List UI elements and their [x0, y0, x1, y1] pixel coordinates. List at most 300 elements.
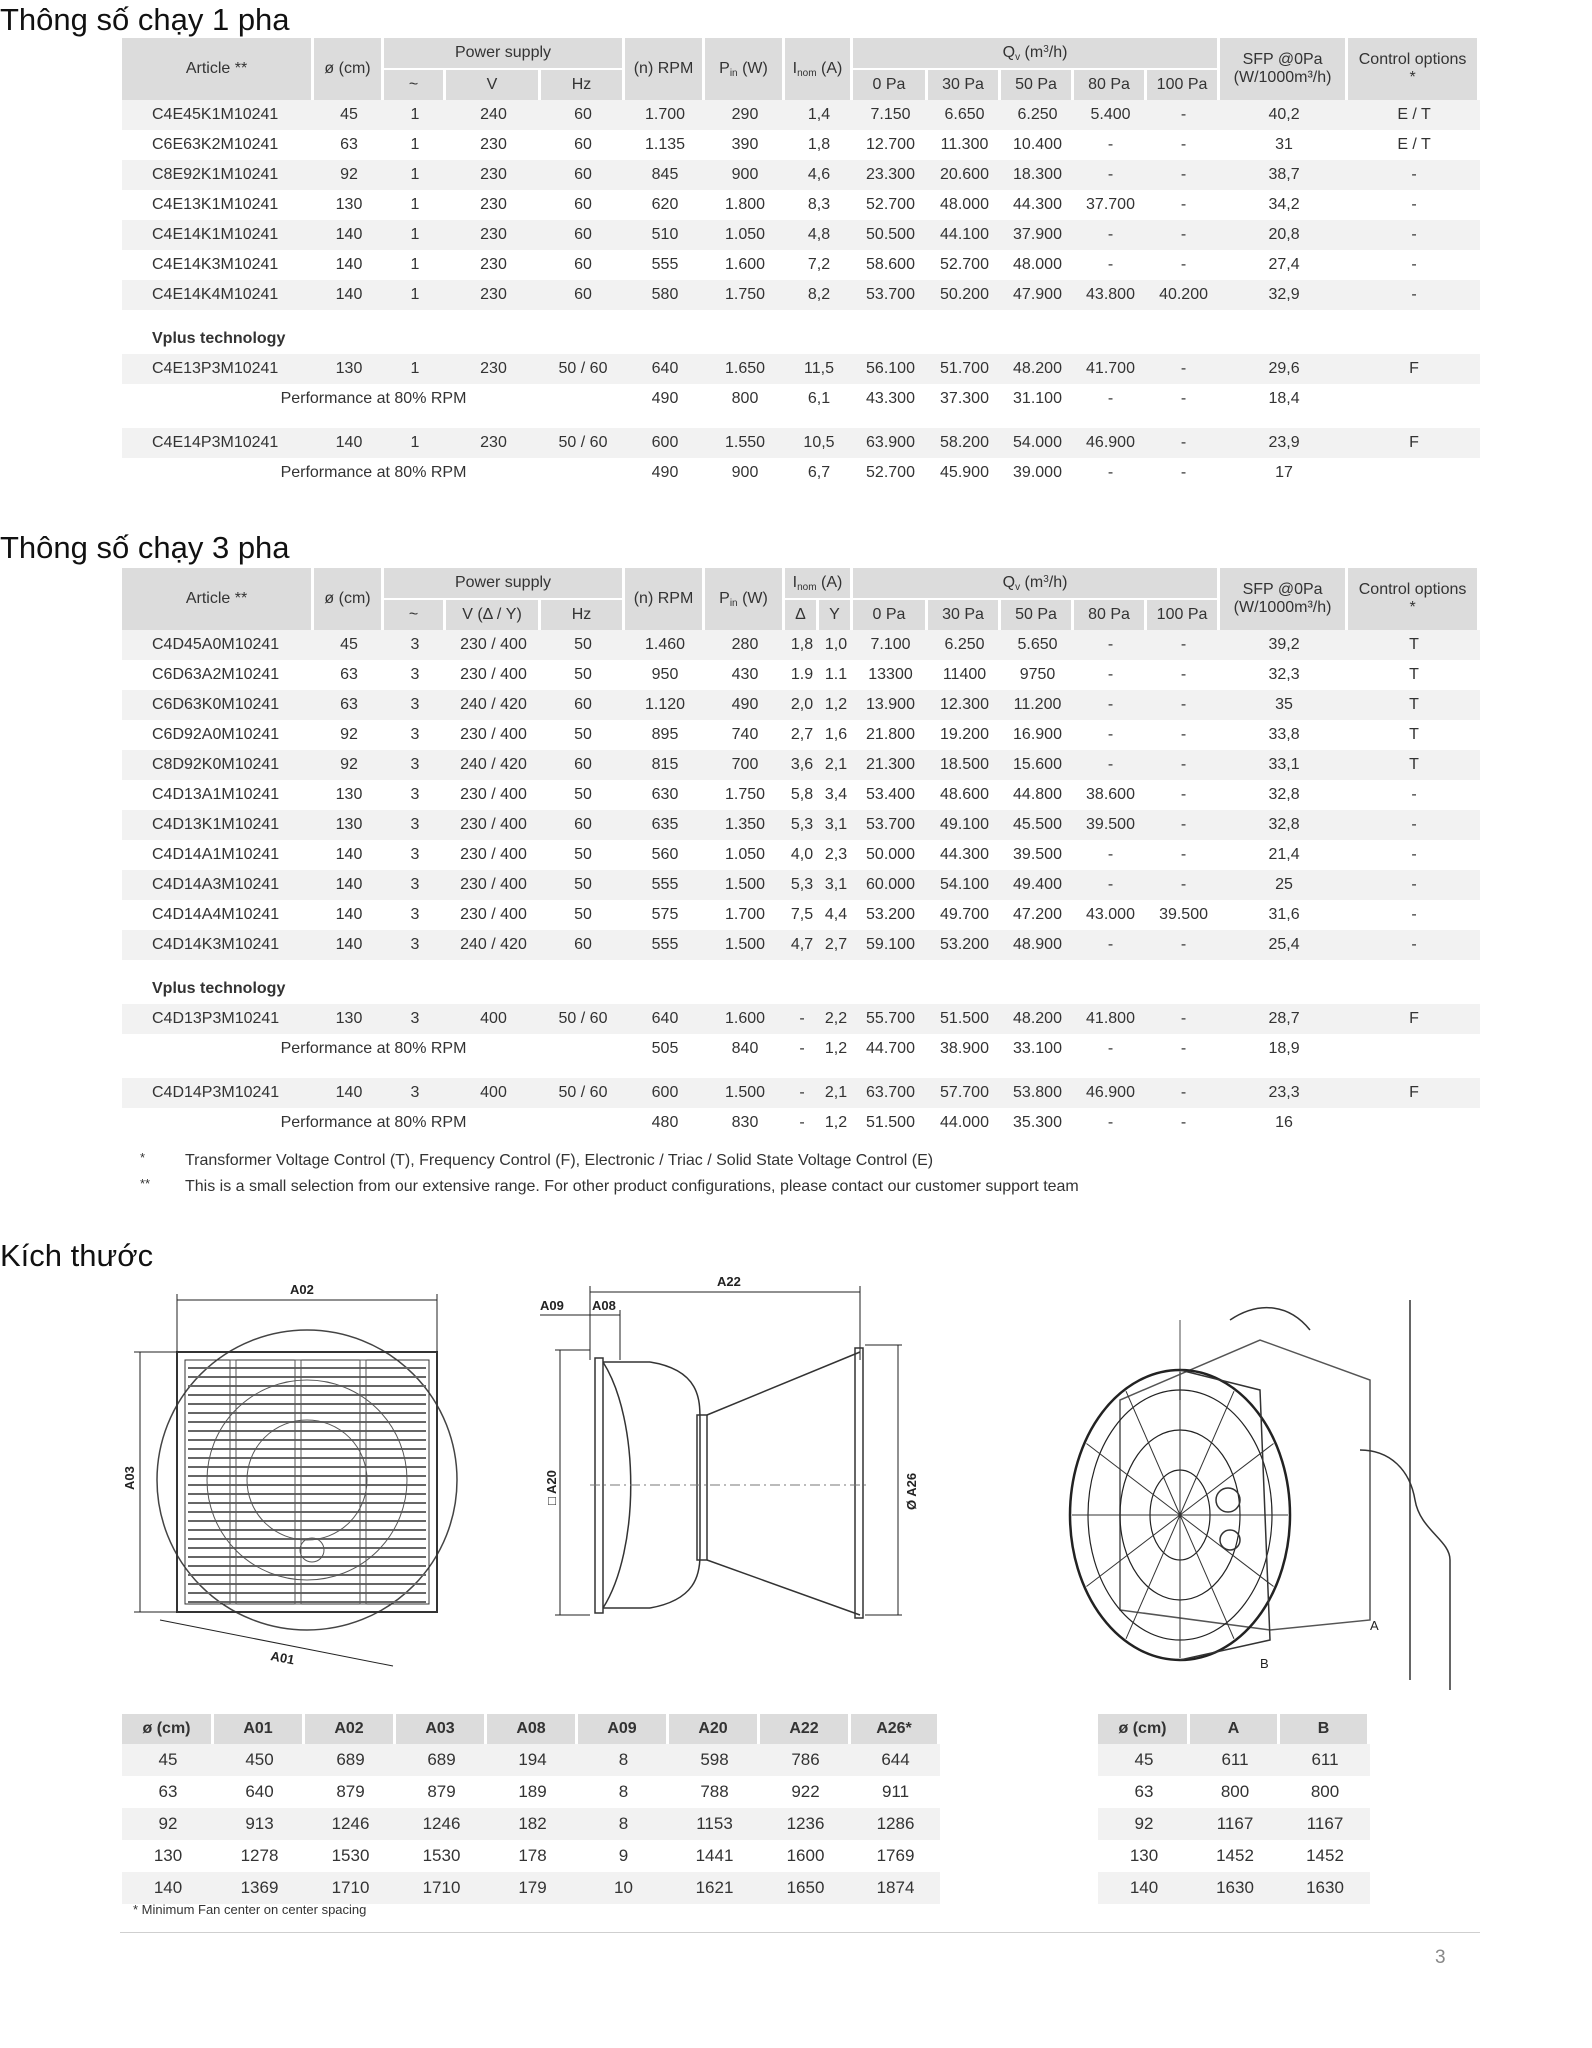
- table-cell: 50.200: [928, 280, 1001, 310]
- table-cell: -: [1074, 690, 1147, 720]
- table-cell: 55.700: [853, 1004, 928, 1034]
- table-row: [122, 100, 1480, 130]
- table-cell: 49.700: [940, 906, 989, 923]
- table-cell: 43.300: [866, 390, 915, 407]
- table-cell: -: [1147, 354, 1220, 384]
- table-cell: 598: [669, 1744, 760, 1776]
- table-cell: 1286: [851, 1808, 940, 1840]
- table-cell: 1.600: [724, 256, 766, 273]
- table-row: [1098, 1808, 1370, 1840]
- table-cell: 3,6: [785, 750, 819, 780]
- footnote-spacing: * Minimum Fan center on center spacing: [133, 1902, 367, 1917]
- table-cell: -: [1180, 786, 1187, 803]
- table-cell: 21,4: [1268, 846, 1300, 863]
- empty-cell: [853, 414, 928, 428]
- table-cell: 140: [1098, 1872, 1190, 1904]
- dimensions-table: [122, 1714, 940, 1904]
- table-cell: -: [1107, 666, 1114, 683]
- table-row: [122, 428, 1480, 458]
- table-cell: 48.900: [1001, 930, 1074, 960]
- table-cell: 63: [1134, 1782, 1154, 1801]
- empty-cell: [1147, 1064, 1220, 1078]
- table-cell: -: [1074, 220, 1147, 250]
- table-cell: 63: [314, 690, 384, 720]
- table-cell: 45: [1098, 1744, 1190, 1776]
- table-cell: 2,7: [819, 930, 853, 960]
- table-cell: 92: [314, 750, 384, 780]
- table-cell: 130: [314, 1004, 384, 1034]
- table-cell: 44.300: [940, 846, 989, 863]
- table-cell: C4D14A4M10241: [152, 906, 280, 923]
- table-cell: 49.100: [928, 810, 1001, 840]
- table-row: [122, 930, 1480, 960]
- table-cell: 39.500: [1074, 810, 1147, 840]
- table-cell: 1236: [760, 1808, 851, 1840]
- empty-cell: [541, 960, 625, 974]
- empty-cell: [1220, 414, 1348, 428]
- table-cell: C4D14K3M10241: [122, 930, 314, 960]
- column-header: A22: [760, 1714, 851, 1744]
- table-cell: 450: [214, 1744, 305, 1776]
- empty-cell: [384, 1064, 446, 1078]
- table-cell: 230: [446, 160, 541, 190]
- table-cell: 130: [314, 810, 384, 840]
- table-cell: -: [1107, 1040, 1114, 1057]
- col-80pa: 80 Pa: [1074, 70, 1147, 100]
- table-cell: 57.700: [928, 1078, 1001, 1108]
- col-phase: ~: [384, 600, 446, 630]
- table-cell: 38.900: [940, 1040, 989, 1057]
- table-cell: 1,2: [824, 1114, 848, 1131]
- col-sfp: SFP @0Pa (W/1000m³/h): [1220, 568, 1348, 630]
- column-header: ø (cm): [122, 1714, 214, 1744]
- table-cell: 51.500: [928, 1004, 1001, 1034]
- table-cell: 510: [625, 220, 705, 250]
- column-header: A01: [214, 1714, 305, 1744]
- table-cell: 1600: [786, 1846, 825, 1865]
- table-cell: 44.300: [1013, 196, 1062, 213]
- table-cell: 23.300: [853, 160, 928, 190]
- table-cell: 611: [1280, 1744, 1370, 1776]
- table-cell: 1630: [1280, 1872, 1370, 1904]
- table-cell: 11.200: [1001, 690, 1074, 720]
- table-cell: -: [1348, 810, 1480, 840]
- table-cell: 63: [340, 136, 358, 153]
- table-cell: Performance at 80% RPM: [280, 1114, 467, 1131]
- table-cell: 60: [574, 256, 592, 273]
- table-cell: 32,8: [1268, 786, 1300, 803]
- table-cell: 788: [700, 1782, 729, 1801]
- table-cell: C6D63K0M10241: [122, 690, 314, 720]
- empty-cell: [1147, 960, 1220, 974]
- side-view-drawing: [530, 1270, 930, 1670]
- table-cell: 700: [705, 750, 785, 780]
- table-cell: 895: [651, 726, 679, 743]
- table-cell: T: [1409, 726, 1419, 743]
- col-article: Article **: [122, 568, 314, 630]
- table-cell: Performance at 80% RPM: [280, 390, 467, 407]
- table-cell: 1769: [876, 1846, 915, 1865]
- table-cell: -: [1074, 160, 1147, 190]
- table-cell: 50: [574, 906, 592, 923]
- table-cell: 48.000: [940, 196, 989, 213]
- table-cell: C8D92K0M10241: [122, 750, 314, 780]
- table-cell: 6.650: [928, 100, 1001, 130]
- single-phase-spec-table: [122, 38, 1480, 488]
- empty-cell: [928, 1064, 1001, 1078]
- table-cell: -: [1180, 196, 1187, 213]
- table-cell: 1.700: [724, 906, 766, 923]
- table-cell: 8,3: [807, 196, 831, 213]
- table-cell: -: [1074, 750, 1147, 780]
- col-rpm: (n) RPM: [625, 568, 705, 630]
- table-cell: 31: [1275, 136, 1293, 153]
- table-cell: 40,2: [1220, 100, 1348, 130]
- table-cell: 31,6: [1268, 906, 1300, 923]
- table-cell: 50: [574, 846, 592, 863]
- table-cell: 58.600: [866, 256, 915, 273]
- table-cell: 16: [1275, 1114, 1293, 1131]
- table-cell: 1.050: [705, 220, 785, 250]
- empty-cell: [705, 1064, 785, 1078]
- table-cell: -: [1180, 846, 1187, 863]
- table-cell: 230 / 400: [460, 846, 527, 863]
- table-cell: -: [1180, 390, 1187, 407]
- table-cell: 54.000: [1001, 428, 1074, 458]
- table-row: [122, 1744, 940, 1776]
- label-a: A: [1370, 1618, 1379, 1633]
- table-cell: 5,3: [785, 810, 819, 840]
- table-cell: 640: [625, 354, 705, 384]
- table-cell: 38,7: [1220, 160, 1348, 190]
- empty-cell: [122, 1064, 314, 1078]
- table-cell: -: [1411, 196, 1417, 213]
- table-cell: Vplus technology: [122, 974, 1480, 1004]
- table-cell: 53.700: [853, 810, 928, 840]
- table-cell: -: [1348, 160, 1480, 190]
- table-cell: -: [1180, 256, 1187, 273]
- table-cell: -: [1074, 870, 1147, 900]
- col-inom: $I_{nom}$ (A): [785, 568, 853, 600]
- table-cell: 44.100: [928, 220, 1001, 250]
- table-cell: 900: [705, 160, 785, 190]
- table-cell: 43.800: [1074, 280, 1147, 310]
- table-cell: 1,2: [824, 1040, 848, 1057]
- table-row: [122, 1034, 1480, 1064]
- table-cell: 230: [480, 256, 507, 273]
- table-cell: C4E13P3M10241: [122, 354, 314, 384]
- table-cell: 20,8: [1220, 220, 1348, 250]
- table-cell: 51.500: [866, 1114, 915, 1131]
- table-cell: 130: [153, 1846, 183, 1865]
- table-row: [122, 750, 1480, 780]
- table-cell: 39.000: [1013, 464, 1062, 481]
- empty-cell: [1074, 960, 1147, 974]
- table-cell: -: [1147, 930, 1220, 960]
- table-cell: 2,2: [819, 1004, 853, 1034]
- spacing-table: [1098, 1714, 1370, 1904]
- empty-cell: [384, 960, 446, 974]
- col-30pa: 30 Pa: [928, 70, 1001, 100]
- table-cell: 1.9: [790, 666, 814, 683]
- table-cell: 1369: [214, 1872, 305, 1904]
- empty-cell: [819, 1064, 853, 1078]
- table-cell: T: [1348, 750, 1480, 780]
- table-row: [122, 870, 1480, 900]
- col-inom-delta: Δ: [785, 600, 819, 630]
- table-cell: 240 / 420: [446, 750, 541, 780]
- table-cell: 644: [851, 1744, 940, 1776]
- col-airflow: $Q_v$ $(m^3/h)$: [853, 568, 1220, 600]
- empty-cell: [853, 1064, 928, 1078]
- table-cell: 18,9: [1268, 1040, 1300, 1057]
- col-voltage: V (Δ / Y): [446, 600, 541, 630]
- table-cell: 1,6: [824, 726, 848, 743]
- table-cell: 5.650: [1001, 630, 1074, 660]
- table-cell: 2,0: [785, 690, 819, 720]
- empty-cell: [314, 960, 384, 974]
- table-row: [122, 250, 1480, 280]
- grill-spoke: [1086, 1515, 1180, 1587]
- table-cell: 12.700: [866, 136, 915, 153]
- table-cell: 800: [1310, 1782, 1340, 1801]
- table-cell: 1246: [396, 1808, 487, 1840]
- col-power-supply: Power supply: [384, 38, 625, 70]
- table-cell: 1.500: [705, 870, 785, 900]
- table-cell: 60: [541, 160, 625, 190]
- table-cell: 32,3: [1268, 666, 1300, 683]
- table-row: [122, 1108, 1480, 1138]
- table-cell: C4D14P3M10241: [122, 1078, 314, 1108]
- table-cell: 689: [305, 1744, 396, 1776]
- table-cell: 3: [384, 630, 446, 660]
- table-cell: 19.200: [940, 726, 989, 743]
- table-cell: 840: [731, 1040, 759, 1057]
- table-cell: 1452: [1216, 1846, 1254, 1865]
- table-cell: 3: [410, 906, 420, 923]
- table-cell: 230 / 400: [460, 786, 527, 803]
- table-row: [122, 840, 1480, 870]
- table-cell: 240 / 420: [446, 930, 541, 960]
- table-cell: 879: [336, 1782, 365, 1801]
- table-cell: 45: [314, 630, 384, 660]
- table-cell: 16.900: [1013, 726, 1062, 743]
- table-cell: 59.100: [853, 930, 928, 960]
- table-cell: 13.900: [853, 690, 928, 720]
- table-cell: 130: [335, 786, 363, 803]
- table-cell: F: [1348, 354, 1480, 384]
- table-cell: -: [1180, 726, 1187, 743]
- table-cell: 48.200: [1001, 1004, 1074, 1034]
- table-cell: -: [785, 1004, 819, 1034]
- empty-cell: [1348, 1034, 1480, 1064]
- table-cell: T: [1348, 690, 1480, 720]
- table-cell: F: [1348, 1078, 1480, 1108]
- table-cell: 63: [340, 666, 358, 683]
- table-cell: 1,4: [785, 100, 853, 130]
- table-cell: -: [1411, 786, 1417, 803]
- table-cell: -: [1180, 136, 1187, 153]
- table-cell: 23,3: [1220, 1078, 1348, 1108]
- table-row: [122, 810, 1480, 840]
- table-cell: 13300: [868, 666, 913, 683]
- table-cell: 32,8: [1220, 810, 1348, 840]
- table-cell: 50.500: [853, 220, 928, 250]
- table-cell: 15.600: [1001, 750, 1074, 780]
- table-cell: 41.800: [1074, 1004, 1147, 1034]
- table-cell: 1.700: [625, 100, 705, 130]
- empty-cell: [541, 414, 625, 428]
- table-cell: 911: [881, 1782, 910, 1801]
- table-cell: 33.100: [1013, 1040, 1062, 1057]
- table-row: [122, 1872, 940, 1904]
- table-cell: 50: [541, 630, 625, 660]
- table-cell: 54.100: [928, 870, 1001, 900]
- table-cell: 1.500: [705, 930, 785, 960]
- table-cell: 1.350: [705, 810, 785, 840]
- col-30pa: 30 Pa: [928, 600, 1001, 630]
- empty-cell: [1348, 310, 1480, 324]
- empty-cell: [1001, 960, 1074, 974]
- table-cell: 32,9: [1220, 280, 1348, 310]
- table-row: [122, 310, 1480, 324]
- table-cell: C6E63K2M10241: [152, 136, 279, 153]
- empty-cell: [705, 414, 785, 428]
- table-cell: 230 / 400: [446, 870, 541, 900]
- empty-cell: [928, 310, 1001, 324]
- front-view-drawing: [120, 1280, 500, 1680]
- table-cell: 400: [446, 1004, 541, 1034]
- table-cell: 18.500: [928, 750, 1001, 780]
- table-cell: -: [1180, 666, 1187, 683]
- table-cell: 7,5: [790, 906, 814, 923]
- col-sfp: SFP @0Pa (W/1000m³/h): [1220, 38, 1348, 100]
- table-cell: 1153: [669, 1808, 760, 1840]
- table-cell: 1: [384, 220, 446, 250]
- empty-cell: [819, 960, 853, 974]
- table-cell: 6.250: [1001, 100, 1074, 130]
- column-header: B: [1280, 1714, 1370, 1744]
- table-row: [1098, 1872, 1370, 1904]
- table-cell: 50 / 60: [541, 1004, 625, 1034]
- label-a03: A03: [122, 1466, 137, 1490]
- table-cell: -: [785, 1078, 819, 1108]
- table-cell: 29,6: [1220, 354, 1348, 384]
- table-cell: -: [1147, 1004, 1220, 1034]
- empty-cell: [928, 960, 1001, 974]
- table-cell: 60.000: [853, 870, 928, 900]
- table-cell: 3: [384, 750, 446, 780]
- table-row: [122, 280, 1480, 310]
- empty-cell: [384, 414, 446, 428]
- table-cell: 580: [625, 280, 705, 310]
- table-cell: 230: [446, 280, 541, 310]
- table-cell: 8: [578, 1808, 669, 1840]
- table-cell: 60: [541, 280, 625, 310]
- table-cell: C4D45A0M10241: [122, 630, 314, 660]
- table-row: [122, 660, 1480, 690]
- empty-cell: [625, 1064, 705, 1078]
- table-cell: 480: [651, 1114, 679, 1131]
- table-cell: 10: [578, 1872, 669, 1904]
- table-cell: 1.1: [824, 666, 848, 683]
- table-cell: 3,1: [819, 810, 853, 840]
- table-cell: 33,8: [1268, 726, 1300, 743]
- table-cell: 63.700: [853, 1078, 928, 1108]
- table-cell: 3: [410, 666, 420, 683]
- table-cell: 56.100: [853, 354, 928, 384]
- table-row: [122, 1064, 1480, 1078]
- table-cell: 1.550: [705, 428, 785, 458]
- table-cell: 53.200: [928, 930, 1001, 960]
- table-cell: 815: [625, 750, 705, 780]
- table-cell: 4,7: [785, 930, 819, 960]
- empty-cell: [625, 414, 705, 428]
- table-cell: -: [1411, 846, 1417, 863]
- table-cell: 879: [427, 1782, 456, 1801]
- empty-cell: [785, 310, 853, 324]
- table-cell: 490: [651, 464, 679, 481]
- col-inom: $I_{nom}$ (A): [785, 38, 853, 100]
- empty-cell: [446, 414, 541, 428]
- table-cell: 800: [731, 390, 759, 407]
- table-cell: -: [1147, 810, 1220, 840]
- table-row: [122, 690, 1480, 720]
- empty-cell: [122, 960, 314, 974]
- empty-cell: [314, 414, 384, 428]
- table-cell: 63: [158, 1782, 178, 1801]
- table-cell: 23,9: [1220, 428, 1348, 458]
- table-cell: 48.200: [1001, 354, 1074, 384]
- table-cell: 92: [122, 1808, 214, 1840]
- table-cell: 60: [574, 196, 592, 213]
- table-cell: 390: [731, 136, 759, 153]
- table-cell: 3: [384, 870, 446, 900]
- table-cell: -: [1147, 870, 1220, 900]
- table-cell: 21.800: [866, 726, 915, 743]
- label-a20: □ A20: [544, 1470, 559, 1505]
- table-cell: -: [1411, 256, 1417, 273]
- table-cell: 50 / 60: [541, 354, 625, 384]
- table-cell: 50 / 60: [541, 428, 625, 458]
- table-cell: 60: [541, 220, 625, 250]
- empty-cell: [1074, 1064, 1147, 1078]
- table-cell: 3: [384, 930, 446, 960]
- table-cell: 140: [335, 906, 363, 923]
- table-cell: 1710: [305, 1872, 396, 1904]
- col-80pa: 80 Pa: [1074, 600, 1147, 630]
- table-cell: 8,2: [785, 280, 853, 310]
- table-cell: 1.750: [724, 786, 766, 803]
- col-airflow: $Q_v$ $(m^3/h)$: [853, 38, 1220, 70]
- col-pin: $P_{in}$ (W): [705, 38, 785, 100]
- empty-cell: [541, 1064, 625, 1078]
- table-cell: 1441: [695, 1846, 734, 1865]
- three-phase-spec-table: [122, 568, 1480, 1138]
- table-cell: 3: [384, 1078, 446, 1108]
- table-cell: 50: [574, 666, 592, 683]
- table-cell: 33,1: [1220, 750, 1348, 780]
- table-cell: -: [1147, 750, 1220, 780]
- empty-cell: [1348, 1108, 1480, 1138]
- table-cell: 1167: [1280, 1808, 1370, 1840]
- section-title-1-phase: Thông số chạy 1 pha: [0, 2, 290, 37]
- table-cell: 48.600: [940, 786, 989, 803]
- table-cell: 505: [651, 1040, 679, 1057]
- table-cell: 60: [541, 930, 625, 960]
- table-row: [122, 414, 1480, 428]
- table-cell: 12.300: [928, 690, 1001, 720]
